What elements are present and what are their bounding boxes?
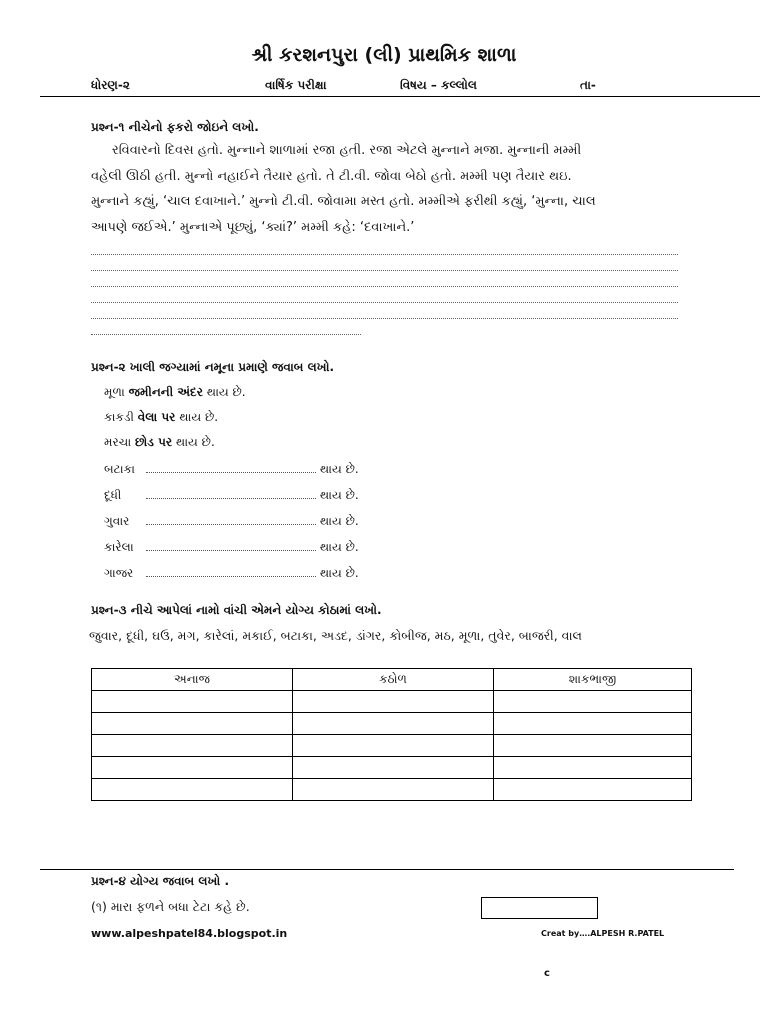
- blank-item: બટાકા: [104, 462, 135, 476]
- blank-item: ગુવાર: [104, 514, 130, 528]
- table-cell[interactable]: [293, 713, 494, 735]
- example-item: મૂળા: [104, 385, 129, 399]
- q1-line-3: મુન્નાને કહ્યું, ‘ચાલ દવાખાને.’ મુન્નો ટી.વી. જોવામા મસ્ત હતો. મમ્મીએ ફરીથી કહ્યું, ‘મુન્ના, ચાલ: [91, 194, 596, 209]
- q2-example-1: [104, 385, 246, 400]
- table-cell[interactable]: [494, 757, 692, 779]
- example-answer: છોડ પર: [135, 435, 173, 449]
- column-header-grains: અનાજ: [92, 669, 293, 691]
- q1-line-2: વહેલી ઊઠી હતી. મુન્નો નહાઈને તૈયાર હતો. તે ટી.વી. જોવા બેઠો હતો. મમ્મી પણ તૈયાર થઇ.: [91, 169, 572, 184]
- school-title: શ્રી કરશનપુરા (લી) પ્રાથમિક શાળા: [251, 44, 517, 66]
- example-suffix: થાય છે.: [175, 410, 219, 424]
- blank-item: કારેલા: [104, 540, 134, 554]
- q2-blank-row: [104, 540, 359, 555]
- column-header-pulses: કઠોળ: [293, 669, 494, 691]
- q1-line-4: આપણે જઈએ.’ મુન્નાએ પૂછ્યું, ‘ક્યાં?’ મમ્મી કહે: ‘દવાખાને.’: [91, 220, 415, 235]
- table-cell[interactable]: [494, 735, 692, 757]
- table-row: [92, 713, 692, 735]
- table-cell[interactable]: [293, 691, 494, 713]
- classification-table: [91, 668, 692, 801]
- writing-line: [91, 254, 678, 255]
- writing-line: [91, 318, 678, 319]
- writing-line: [91, 286, 678, 287]
- table-cell[interactable]: [92, 779, 293, 801]
- blank-suffix: થાય છે.: [319, 514, 359, 528]
- q2-example-3: [104, 435, 215, 450]
- example-answer: જમીનની અંદર: [128, 385, 203, 399]
- website-link[interactable]: www.alpeshpatel84.blogspot.in: [91, 927, 288, 940]
- table-row: [92, 779, 692, 801]
- question-1-heading: પ્રશ્ન-૧ નીચેનો ફકરો જોઇને લખો.: [91, 120, 259, 134]
- q2-blank-row: [104, 566, 359, 581]
- table-cell[interactable]: [494, 779, 692, 801]
- standard-label: ધોરણ-૨: [91, 78, 130, 92]
- q4-item-1: (૧) મારા ફળને બધા ટેટા કહે છે.: [91, 899, 250, 914]
- table-cell[interactable]: [494, 713, 692, 735]
- example-suffix: થાય છે.: [172, 435, 215, 449]
- table-cell[interactable]: [293, 779, 494, 801]
- q3-word-list: જુવાર, દૂધી, ઘઉ, મગ, કારેલાં, મકાઈ, બટાકા, અડદ, ડાંગર, કોબીજ, મઠ, મૂળા, તુવેર, બાજરી, વાલ: [89, 628, 582, 643]
- blank-suffix: થાય છે.: [319, 462, 359, 476]
- example-suffix: થાય છે.: [202, 385, 246, 399]
- answer-blank[interactable]: [146, 566, 316, 577]
- date-label: તા-: [580, 78, 596, 92]
- answer-blank[interactable]: [146, 514, 316, 525]
- question-4-heading: પ્રશ્ન-૪ યોગ્ય જવાબ લખો .: [91, 874, 230, 888]
- table-row: [92, 735, 692, 757]
- question-2-heading: પ્રશ્ન-૨ ખાલી જગ્યામાં નમૂના પ્રમાણે જવાબ લખો.: [91, 360, 335, 374]
- writing-line: [91, 302, 678, 303]
- section-divider: [40, 869, 734, 870]
- blank-item: ગાજર: [104, 566, 134, 580]
- answer-blank[interactable]: [146, 540, 316, 551]
- exam-label: વાર્ષિક પરીક્ષા: [265, 78, 327, 92]
- answer-box[interactable]: [481, 897, 598, 919]
- table-cell[interactable]: [293, 757, 494, 779]
- blank-suffix: થાય છે.: [319, 566, 359, 580]
- q1-line-1: રવિવારનો દિવસ હતો. મુન્નાને શાળામાં રજા હતી. રજા એટલે મુન્નાને મજા. મુન્નાની મમ્મી: [112, 143, 582, 158]
- column-header-vegetables: શાકભાજી: [494, 669, 692, 691]
- blank-suffix: થાય છે.: [319, 540, 359, 554]
- table-cell[interactable]: [494, 691, 692, 713]
- example-item: કાકડી: [104, 410, 138, 424]
- page-mark: c: [544, 968, 550, 979]
- header-divider: [40, 96, 760, 97]
- answer-blank[interactable]: [146, 488, 316, 499]
- table-cell[interactable]: [293, 735, 494, 757]
- author-credit: Creat by….ALPESH R.PATEL: [541, 929, 665, 938]
- table-cell[interactable]: [92, 691, 293, 713]
- q2-blank-row: [104, 488, 359, 503]
- table-cell[interactable]: [92, 757, 293, 779]
- answer-blank[interactable]: [146, 462, 316, 473]
- q2-example-2: [104, 410, 218, 425]
- writing-line: [91, 270, 678, 271]
- q2-blank-row: [104, 462, 359, 477]
- blank-item: દૂધી: [104, 488, 122, 502]
- table-cell[interactable]: [92, 713, 293, 735]
- table-header-row: [92, 669, 692, 691]
- table-row: [92, 757, 692, 779]
- writing-line: [91, 334, 361, 335]
- example-item: મરચા: [104, 435, 136, 449]
- table-cell[interactable]: [92, 735, 293, 757]
- example-answer: વેલા પર: [137, 410, 176, 424]
- q2-blank-row: [104, 514, 359, 529]
- question-3-heading: પ્રશ્ન-૩ નીચે આપેલાં નામો વાંચી એમને યોગ્ય કોઠામાં લખો.: [91, 603, 382, 617]
- subject-label: વિષય – કલ્લોલ: [400, 78, 477, 92]
- table-row: [92, 691, 692, 713]
- blank-suffix: થાય છે.: [319, 488, 359, 502]
